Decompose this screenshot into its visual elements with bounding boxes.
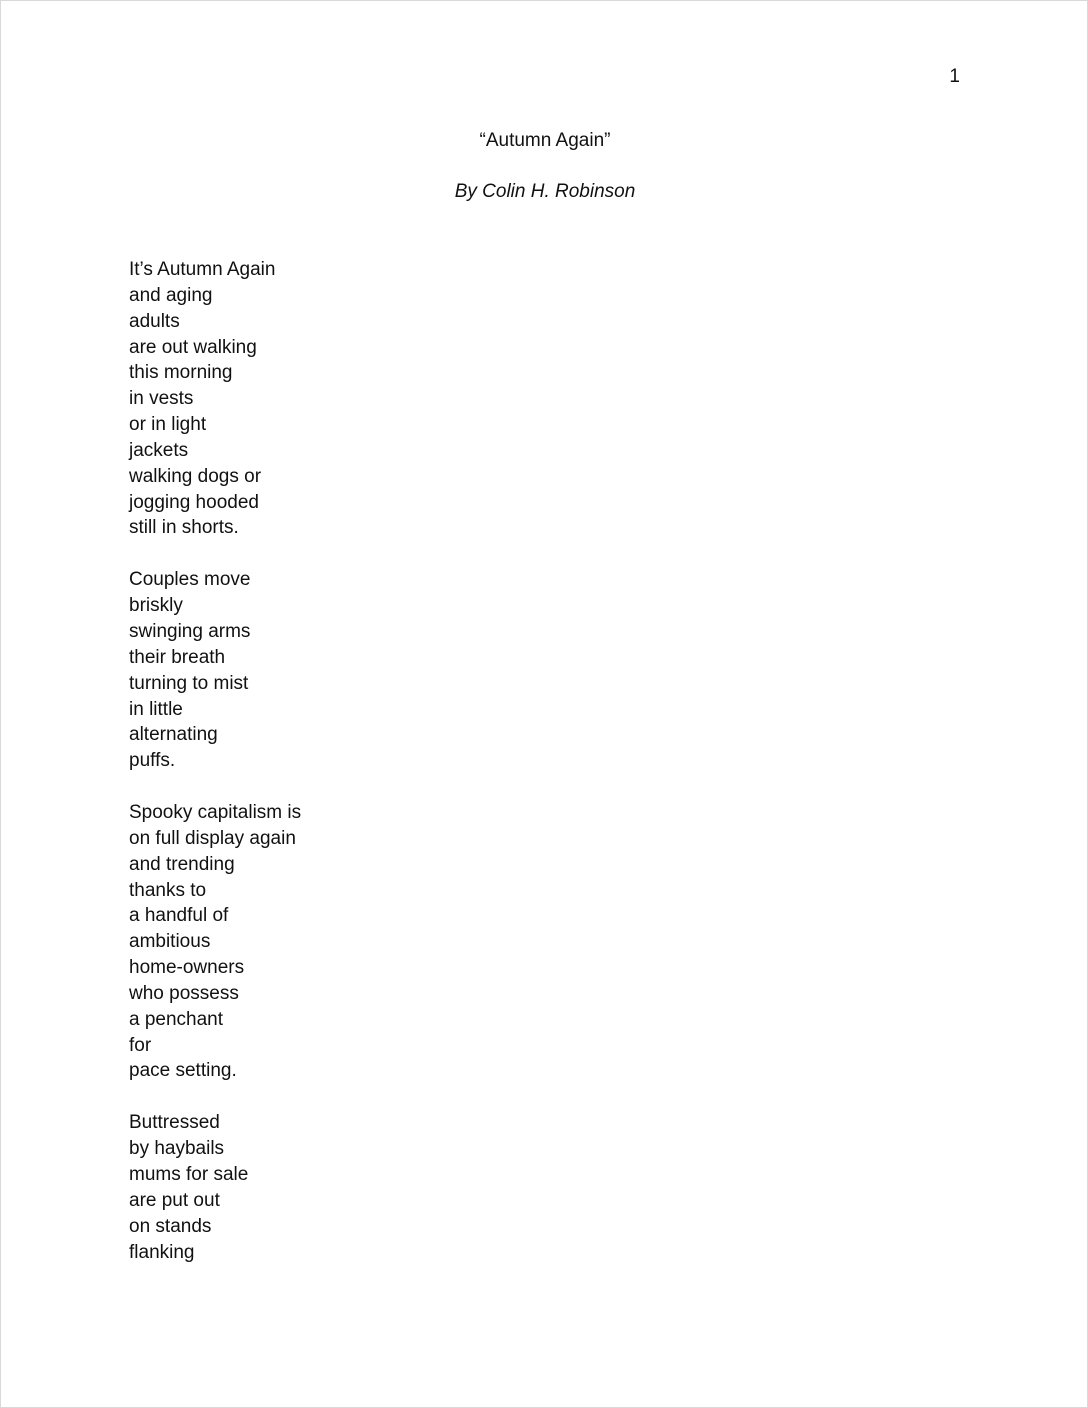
poem-line: on stands bbox=[129, 1215, 212, 1237]
poem-line: who possess bbox=[129, 982, 239, 1004]
stanza bbox=[129, 1110, 549, 1265]
poem-line: It’s Autumn Again bbox=[129, 259, 276, 280]
poem-body bbox=[129, 257, 549, 1291]
poem-line: for bbox=[129, 1034, 152, 1056]
poem-line: turning to mist bbox=[129, 672, 249, 694]
poem-line: pace setting. bbox=[129, 1060, 237, 1082]
poem-line: Buttressed bbox=[129, 1112, 220, 1134]
poem-line: thanks to bbox=[129, 879, 207, 901]
poem-line: swinging arms bbox=[129, 620, 251, 642]
poem-line: puffs. bbox=[129, 750, 176, 772]
poem-line: and aging bbox=[129, 284, 213, 306]
poem-title: “Autumn Again” bbox=[479, 130, 611, 151]
stanza bbox=[129, 567, 549, 774]
poem-line: and trending bbox=[129, 853, 235, 875]
poem-line: jackets bbox=[129, 439, 189, 461]
poem-line: adults bbox=[129, 310, 180, 332]
poem-author: By Colin H. Robinson bbox=[454, 181, 636, 202]
stanza bbox=[129, 257, 549, 541]
poem-line: in little bbox=[129, 698, 183, 720]
poem-line: ambitious bbox=[129, 931, 211, 953]
poem-line: jogging hooded bbox=[129, 491, 259, 513]
poem-line: by haybails bbox=[129, 1138, 225, 1160]
poem-line: still in shorts. bbox=[129, 517, 239, 539]
poem-line: briskly bbox=[129, 595, 183, 617]
poem-line: Spooky capitalism is bbox=[129, 802, 302, 824]
poem-line: alternating bbox=[129, 724, 218, 746]
poem-line: are put out bbox=[129, 1189, 220, 1211]
stanza bbox=[129, 800, 549, 1084]
poem-line: Couples move bbox=[129, 569, 251, 591]
poem-line: a handful of bbox=[129, 905, 229, 927]
poem-line: on full display again bbox=[129, 827, 296, 849]
poem-line: mums for sale bbox=[129, 1164, 249, 1185]
poem-line: in vests bbox=[129, 388, 194, 410]
page-number: 1 bbox=[949, 66, 960, 87]
poem-line: this morning bbox=[129, 362, 233, 384]
poem-line: or in light bbox=[129, 414, 207, 436]
poem-line: their breath bbox=[129, 646, 226, 668]
poem-line: home-owners bbox=[129, 957, 245, 979]
poem-line: are out walking bbox=[129, 336, 257, 358]
poem-line: flanking bbox=[129, 1241, 195, 1263]
poem-line: walking dogs or bbox=[129, 465, 262, 487]
poem-line: a penchant bbox=[129, 1008, 224, 1030]
